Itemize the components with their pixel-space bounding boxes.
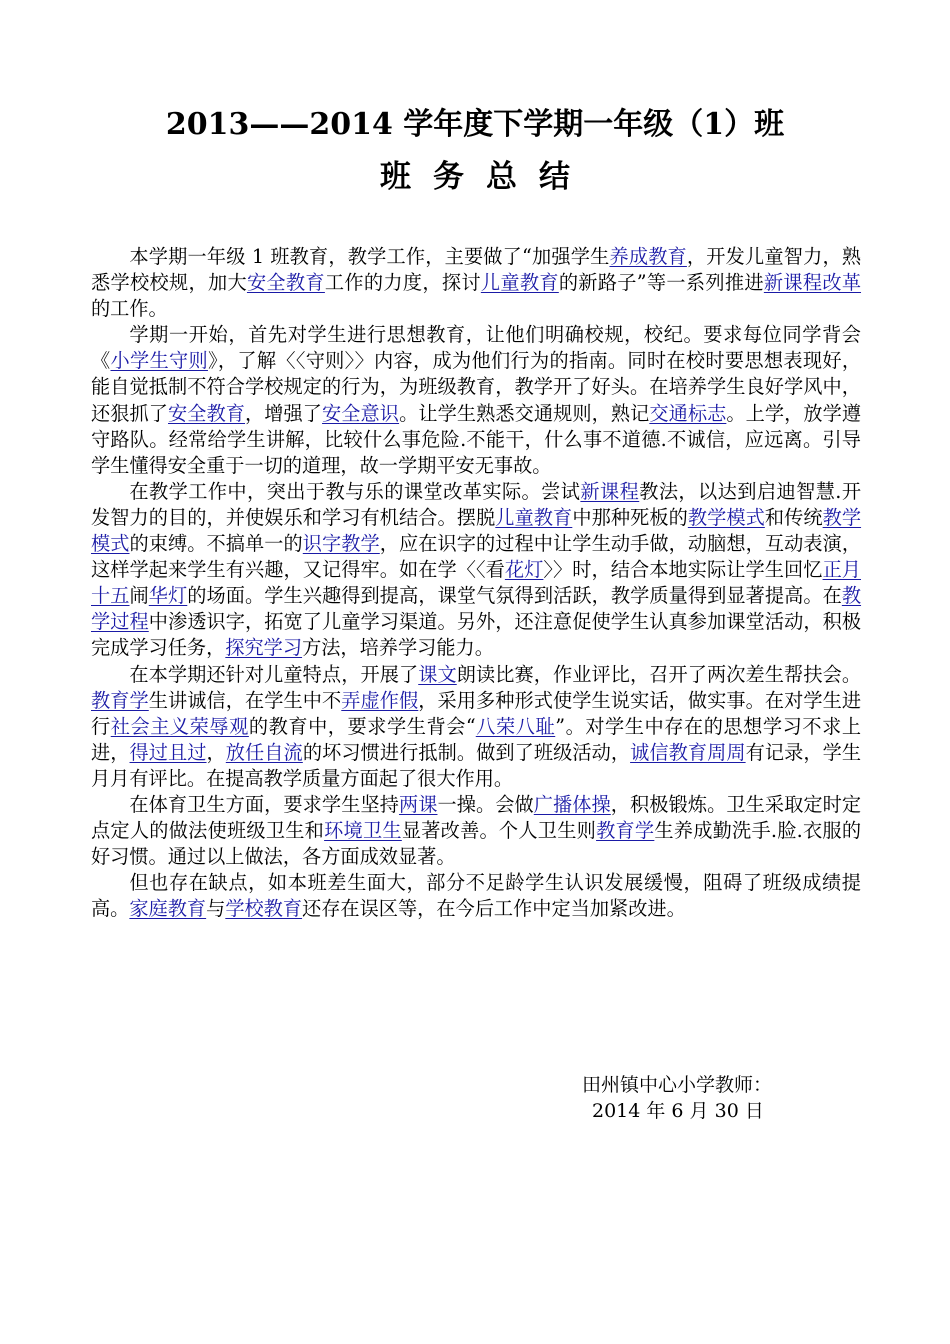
keyword-link[interactable]: 课文 [418, 662, 457, 686]
paragraph-text: ， [206, 740, 226, 764]
keyword-link[interactable]: 新课程 [580, 479, 640, 503]
keyword-link[interactable]: 儿童教育 [480, 271, 559, 295]
paragraph-text: ”。对学生中存在的思想学习不求上进， [91, 714, 862, 764]
keyword-link[interactable]: 安全教育 [246, 271, 325, 295]
keyword-link[interactable]: 安全意识 [322, 401, 400, 425]
paragraph-text: ，开发儿童智力，熟悉学校校规，加大 [91, 245, 862, 295]
document-body [91, 244, 861, 922]
signature-author: 田州镇中心小学教师： [582, 1074, 773, 1096]
keyword-link[interactable]: 得过且过 [129, 740, 207, 764]
keyword-link[interactable]: 八荣八耻 [475, 714, 556, 738]
keyword-link[interactable]: 教学过程 [91, 584, 862, 634]
paragraph-text: 。让学生熟悉交通规则，熟记 [399, 401, 650, 425]
paragraph-text: 朗读比赛，作业评比，召开了两次差生帮扶会。 [456, 662, 862, 686]
keyword-link[interactable]: 安全教育 [168, 401, 246, 425]
paragraph-text: 生养成勤洗手.脸.衣服的好习惯。通过以上做法，各方面成效显著。 [91, 819, 862, 869]
paragraph-text: 》，了解〈〈守则〉〉内容，成为他们行为的指南。同时在校时要思想表现好，能自觉抵制不符合学校规定的行为，为班级教育，教学开了好头。在培养学生良好学风中，还狠抓了 [91, 349, 862, 425]
keyword-link[interactable]: 弄虚作假 [341, 688, 419, 712]
keyword-link[interactable]: 华灯 [148, 584, 188, 608]
paragraph [91, 662, 861, 792]
keyword-link[interactable]: 家庭教育 [129, 897, 207, 921]
paragraph [91, 244, 861, 322]
keyword-link[interactable]: 小学生守则 [110, 349, 208, 373]
paragraph-text: ，应在识字的过程中让学生动手做，动脑想，互动表演，这样学起来学生有兴趣，又记得牢。如在学〈〈看 [91, 532, 862, 582]
paragraph-text: ，采用多种形式使学生说实话，做实事。在对学生进行 [91, 688, 862, 738]
paragraph [91, 792, 861, 870]
paragraph-text: 一操。会做 [437, 792, 534, 816]
keyword-link[interactable]: 养成教育 [609, 245, 687, 268]
paragraph-text: 中渗透识字，拓宽了儿童学习渠道。另外，还注意促使学生认真参加课堂活动，积极完成学习任务， [91, 610, 862, 660]
paragraph-text: 的教育中，要求学生背会“ [248, 714, 476, 738]
paragraph-text: 闹 [129, 584, 149, 608]
keyword-link[interactable]: 正月十五 [91, 558, 861, 608]
paragraph [91, 870, 861, 922]
paragraph-text: 方法，培养学习能力。 [302, 636, 494, 660]
paragraph-text: 的工作。 [91, 297, 168, 321]
keyword-link[interactable]: 诚信教育周周 [630, 740, 746, 764]
keyword-link[interactable]: 两课 [398, 792, 438, 816]
paragraph-text: 生讲诚信，在学生中不 [148, 688, 342, 712]
paragraph-text: 工作的力度，探讨 [324, 271, 481, 295]
keyword-link[interactable]: 花灯 [504, 558, 544, 582]
keyword-link[interactable]: 儿童教育 [495, 505, 573, 529]
paragraph-text: 还存在误区等，在今后工作中定当加紧改进。 [302, 897, 686, 921]
keyword-link[interactable]: 教育学 [91, 688, 149, 712]
paragraph-text: 中那种死板的 [572, 505, 688, 529]
paragraph-text: 在教学工作中，突出于教与乐的课堂改革实际。尝试 [129, 479, 581, 503]
keyword-link[interactable]: 教育学 [596, 819, 655, 843]
paragraph-text: 的坏习惯进行抵制。做到了班级活动， [302, 740, 631, 764]
paragraph-text: 的场面。学生兴趣得到提高，课堂气氛得到活跃，教学质量得到显著提高。在 [187, 584, 842, 608]
keyword-link[interactable]: 学校教育 [225, 897, 303, 921]
document-subtitle: 班务总结 [380, 159, 592, 195]
keyword-link[interactable]: 社会主义荣辱观 [110, 714, 249, 738]
keyword-link[interactable]: 交通标志 [649, 401, 727, 425]
keyword-link[interactable]: 环境卫生 [324, 819, 402, 843]
paragraph-text: 和传统 [764, 505, 823, 529]
keyword-link[interactable]: 识字教学 [302, 532, 380, 556]
keyword-link[interactable]: 新课程改革 [763, 271, 862, 295]
paragraph-text: 显著改善。个人卫生则 [401, 819, 597, 843]
paragraph-text: ，增强了 [245, 401, 323, 425]
paragraph-text: 在本学期还针对儿童特点，开展了 [129, 662, 419, 686]
paragraph-text: 的新路子”等一系列推进 [558, 271, 764, 295]
paragraph-text: 本学期一年级 1 班教育，教学工作，主要做了“加强学生 [129, 245, 610, 268]
paragraph-text: 与 [206, 897, 226, 921]
keyword-link[interactable]: 探究学习 [225, 636, 303, 660]
paragraph-text: 学期一开始，首先对学生进行思想教育，让他们明确校规，校纪。要求每位同学背会《 [91, 323, 861, 373]
keyword-link[interactable]: 教学模式 [687, 505, 765, 529]
paragraph-text: 。上学，放学遵守路队。经常给学生讲解，比较什么事危险.不能干，什么事不道德.不诚信，应远离。引导学生懂得安全重于一切的道理，故一学期平安无事故。 [91, 401, 862, 477]
paragraph-text: 教法，以达到启迪智慧.开发智力的目的，并使娱乐和学习有机结合。摆脱 [91, 479, 862, 529]
keyword-link[interactable]: 放任自流 [225, 740, 303, 764]
paragraph-text: 〉〉时，结合本地实际让学生回忆 [543, 558, 823, 582]
document-title: 2013——2014 学年度下学期一年级（1）班 [165, 107, 785, 142]
paragraph [91, 479, 861, 662]
paragraph-text: 但也存在缺点，如本班差生面大，部分不足龄学生认识发展缓慢，阻碍了班级成绩提高。 [91, 871, 861, 921]
signature-date: 2014 年 6 月 30 日 [592, 1100, 764, 1122]
keyword-link[interactable]: 教学模式 [91, 505, 862, 556]
paragraph-text: ，积极锻炼。卫生采取定时定点定人的做法使班级卫生和 [91, 792, 862, 843]
paragraph-text: 在体育卫生方面，要求学生坚持 [129, 792, 399, 816]
paragraph [91, 322, 861, 479]
keyword-link[interactable]: 广播体操 [533, 792, 611, 816]
paragraph-text: 的束缚。不搞单一的 [129, 532, 303, 556]
paragraph-text: 有记录，学生月月有评比。在提高教学质量方面起了很大作用。 [91, 740, 862, 790]
